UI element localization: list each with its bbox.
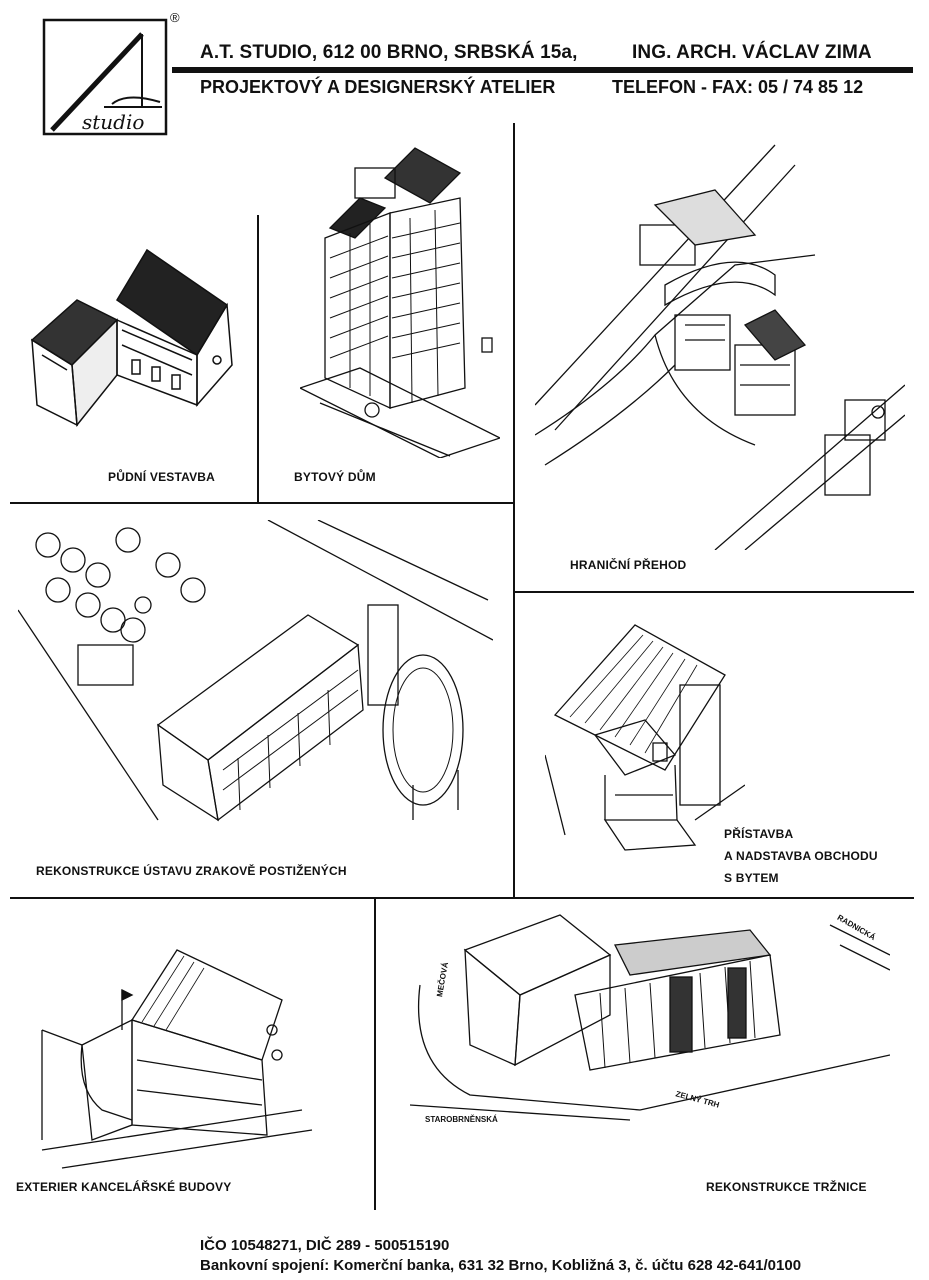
drawing-institute-reconstruction — [18, 520, 493, 845]
caption-office-building: EXTERIER KANCELÁŘSKÉ BUDOVY — [16, 1180, 232, 1194]
drawing-border-crossing — [535, 135, 905, 555]
drawing-attic-conversion — [22, 245, 237, 450]
street-label-zelny-trh: ZELNÝ TRH — [674, 1089, 721, 1110]
caption-apartment-building: BYTOVÝ DŮM — [294, 470, 376, 484]
caption-line-1: PŘÍSTAVBA — [724, 827, 794, 841]
phone-fax: TELEFON - FAX: 05 / 74 85 12 — [612, 77, 864, 97]
caption-attic-conversion: PŮDNÍ VESTAVBA — [108, 470, 216, 484]
caption-line-3: S BYTEM — [724, 871, 779, 885]
caption-border-crossing: HRANIČNÍ PŘEHOD — [570, 558, 687, 572]
caption-line-2: A NADSTAVBA OBCHODU — [724, 849, 878, 863]
bank-details: Bankovní spojení: Komerční banka, 631 32 Brno, Kobližná 3, č. účtu 628 42-641/0100 — [200, 1257, 802, 1274]
header-line-2 — [200, 77, 864, 98]
street-label-radnicka: RADNICKÁ — [835, 912, 878, 943]
atelier-description: PROJEKTOVÝ A DESIGNERSKÝ ATELIER — [200, 77, 556, 97]
header-rule — [172, 67, 913, 73]
divider-v-3 — [374, 898, 376, 1210]
studio-logo — [42, 10, 180, 136]
company-ids: IČO 10548271, DIČ 289 - 500515190 — [200, 1237, 450, 1254]
street-label-starobrnenska: STAROBRNĚNSKÁ — [425, 1115, 498, 1124]
drawing-market-hall — [410, 905, 890, 1135]
drawing-apartment-building — [300, 138, 500, 463]
caption-market-hall: REKONSTRUKCE TRŽNICE — [706, 1180, 867, 1194]
street-label-mecova: MEČOVÁ — [435, 961, 451, 998]
caption-institute-reconstruction: REKONSTRUKCE ÚSTAVU ZRAKOVĚ POSTIŽENÝCH — [36, 864, 347, 878]
drawing-shop-extension — [545, 605, 745, 865]
divider-v-2 — [513, 123, 515, 898]
divider-h-3 — [10, 897, 914, 899]
header-line-1 — [200, 42, 872, 64]
divider-h-1 — [10, 502, 514, 504]
divider-h-2 — [514, 591, 914, 593]
registered-mark: ® — [170, 10, 180, 25]
logo-wordmark: studio — [82, 110, 145, 134]
studio-address: A.T. STUDIO, 612 00 BRNO, SRBSKÁ 15a, — [200, 42, 578, 63]
caption-shop-extension — [724, 823, 878, 889]
drawing-office-building — [22, 910, 322, 1175]
divider-v-1 — [257, 215, 259, 502]
architect-name: ING. ARCH. VÁCLAV ZIMA — [632, 42, 872, 63]
